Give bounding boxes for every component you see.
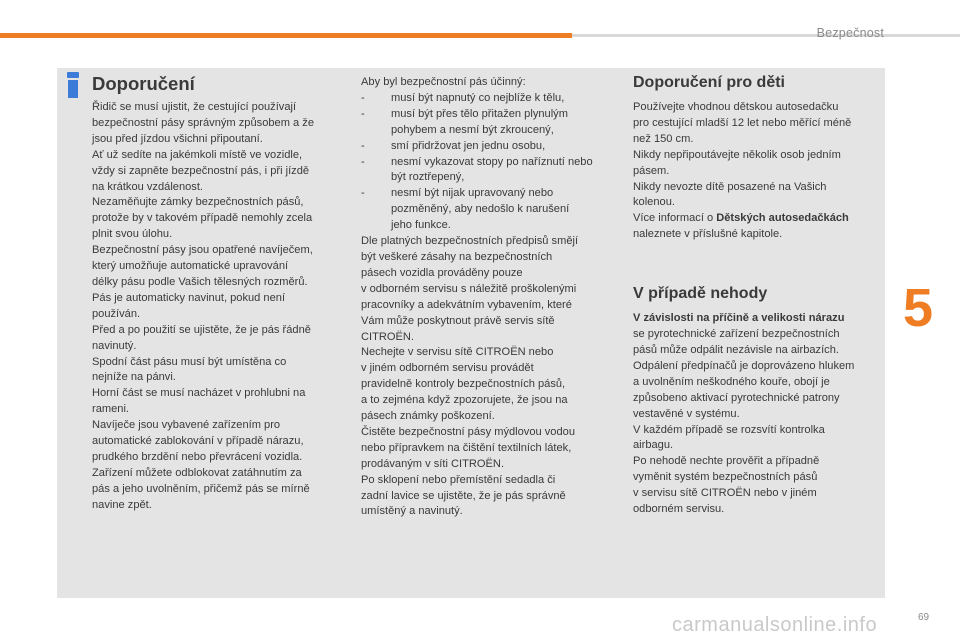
text-line: odborném servisu.	[633, 503, 725, 516]
text-line: nesmí být nijak upravovaný nebo	[391, 187, 554, 200]
text-line: Řidič se musí ujistit, že cestující používají	[92, 101, 297, 113]
list-dash: -	[361, 155, 365, 168]
text-line: používán.	[92, 307, 141, 320]
text-line: protože by v takovém případě nemohly zcela	[92, 212, 313, 225]
list-item-text	[391, 107, 623, 139]
text-line: pásech známky poškození.	[361, 410, 495, 423]
accident-title: V případě nehody	[633, 285, 768, 303]
text-line: Pás je automaticky navinut, pokud není	[92, 291, 286, 304]
text-line: Před a po použití se ujistěte, že je pás řádně	[92, 323, 311, 336]
text-line: Nikdy nepřipoutávejte několik osob jedním	[633, 148, 841, 161]
text-line: prudkého brzdění nebo převrácení vozidla.	[92, 450, 303, 463]
text-line: nesmí vykazovat stopy po naříznutí nebo	[391, 155, 593, 168]
info-icon	[66, 72, 80, 98]
list-item	[361, 91, 623, 107]
text-line: prodávaným v síti CITROËN.	[361, 457, 505, 470]
list-dash: -	[361, 91, 365, 104]
text-line: V každém případě se rozsvítí kontrolka	[633, 423, 825, 436]
text-line: airbagu.	[633, 439, 674, 452]
text-line: vždy si zapněte bezpečnostní pás, i při jízdě	[92, 164, 310, 177]
recommendations-title: Doporučení	[92, 73, 195, 94]
list-item	[361, 186, 623, 234]
children-text	[633, 100, 881, 211]
children-title: Doporučení pro děti	[633, 74, 785, 91]
effectiveness-list	[361, 91, 623, 234]
text-line: navine zpět.	[92, 498, 152, 511]
text-line: Spodní část pásu musí být umístěna co	[92, 355, 287, 368]
text-line: rameni.	[92, 403, 129, 416]
text-line: Po nehodě nechte prověřit a případně	[633, 455, 820, 468]
text-line: v odborném servisu s náležitě proškolenými	[361, 282, 577, 295]
text-line: navinutý.	[92, 339, 137, 352]
watermark: carmanualsonline.info	[672, 614, 878, 636]
header-divider	[572, 34, 960, 37]
more-info-prefix: Více informací o	[633, 212, 717, 225]
text-line: zadní lavice se ujistěte, že je pás správně	[361, 489, 566, 502]
text-line: vyměnit systém bezpečnostních pásů	[633, 471, 818, 484]
text-line: na krátkou vzdálenost.	[92, 180, 204, 193]
text-line: způsobeno aktivací pyrotechnické patrony	[633, 391, 840, 404]
text-line: a to zejména když zpozorujete, že jsou na	[361, 394, 568, 407]
text-line: nejníže na pánvi.	[92, 371, 176, 384]
list-dash: -	[361, 139, 365, 152]
page-number: 69	[918, 612, 930, 623]
text-line: kolenou.	[633, 196, 675, 209]
children-accident-column	[633, 74, 881, 518]
seatbelt-effectiveness-column	[361, 75, 623, 520]
text-line: Horní část se musí nacházet v prohlubni na	[92, 387, 306, 400]
text-line: jeho funkce.	[391, 219, 451, 232]
text-line: pracovníky a adekvátním vybavením, které	[361, 298, 572, 311]
recommendations-column	[92, 74, 350, 514]
text-line: Zařízení můžete odblokovat zatáhnutím za	[92, 466, 302, 479]
text-line: Používejte vhodnou dětskou autosedačku	[633, 101, 839, 113]
list-item	[361, 107, 623, 139]
text-line: Ať už sedíte na jakémkoli místě ve vozidle,	[92, 148, 303, 161]
text-line: Navíječe jsou vybavené zařízením pro	[92, 419, 281, 432]
list-item-text	[391, 139, 623, 155]
list-dash: -	[361, 107, 365, 120]
more-info-line	[633, 211, 881, 227]
text-line: musí být přes tělo přitažen plynulým	[391, 107, 568, 120]
chapter-number: 5	[903, 278, 934, 338]
text-line: pásech vozidla prováděny pouze	[361, 266, 523, 279]
text-line: než 150 cm.	[633, 132, 694, 145]
text-line: umístěný a navinutý.	[361, 505, 463, 518]
text-line: pro cestující mladší 12 let nebo měřící méně	[633, 116, 852, 129]
text-line: pravidelně kontroly bezpečnostních pásů,	[361, 378, 566, 391]
child-seats-link-text: Dětských autosedačkách	[716, 212, 849, 225]
text-line: pásů může odpálit nezávisle na airbazích.	[633, 343, 839, 356]
text-line: být roztřepený,	[391, 171, 465, 184]
list-item-text	[391, 186, 623, 234]
text-line: automatické zablokování v případě nárazu,	[92, 435, 304, 448]
text-line: bezpečnostní pásy správným způsobem a že	[92, 116, 314, 129]
effectiveness-intro: Aby byl bezpečnostní pás účinný:	[361, 76, 526, 88]
text-line: Čistěte bezpečnostní pásy mýdlovou vodou	[361, 425, 575, 438]
text-line: vestavěné v systému.	[633, 407, 740, 420]
text-line: nebo přípravkem na čištění textilních látek,	[361, 441, 572, 454]
text-line: pás a jeho uvolněním, přičemž pás se mírně	[92, 482, 310, 495]
text-line: délky pásu podle Vašich tělesných rozměrů.	[92, 275, 308, 288]
text-line: pásem.	[633, 164, 670, 177]
accident-text	[633, 327, 881, 518]
list-item	[361, 155, 623, 187]
list-item-text	[391, 155, 623, 187]
info-icon-dot	[67, 72, 79, 78]
text-line: smí přidržovat jen jednu osobu,	[391, 139, 546, 152]
text-line: jsou před jízdou všichni připoutaní.	[92, 132, 263, 145]
more-info-suffix: naleznete v příslušné kapitole.	[633, 228, 783, 241]
text-line: v jiném odborném servisu provádět	[361, 362, 534, 375]
info-icon-stem	[68, 80, 78, 98]
header-accent-bar	[0, 33, 572, 38]
text-line: být veškeré zásahy na bezpečnostních	[361, 250, 553, 263]
text-line: Nikdy nevozte dítě posazené na Vašich	[633, 180, 827, 193]
text-line: Odpálení předpínačů je doprovázeno hlukem	[633, 359, 855, 372]
list-item	[361, 139, 623, 155]
text-line: Nechejte v servisu sítě CITROËN nebo	[361, 346, 554, 359]
text-line: v servisu sítě CITROËN nebo v jiném	[633, 487, 817, 500]
text-line: plnit svou úlohu.	[92, 228, 173, 241]
text-line: a uvolněním neškodného kouře, obojí je	[633, 375, 830, 388]
text-line: Nezaměňujte zámky bezpečnostních pásů,	[92, 196, 304, 209]
service-text	[361, 234, 623, 520]
text-line: pohybem a nesmí být zkroucený,	[391, 123, 554, 136]
accident-bold-line: V závislosti na příčině a velikosti nárazu	[633, 312, 845, 325]
text-line: Dle platných bezpečnostních předpisů smějí	[361, 235, 579, 248]
text-line: Vám může poskytnout právě servis sítě	[361, 314, 555, 327]
text-line: Po sklopení nebo přemístění sedadla či	[361, 473, 556, 486]
section-title: Bezpečnost	[816, 26, 884, 40]
list-dash: -	[361, 187, 365, 200]
text-line: Bezpečnostní pásy jsou opatřené navíječem,	[92, 244, 313, 257]
recommendations-text	[92, 100, 350, 514]
text-line: který umožňuje automatické upravování	[92, 260, 289, 273]
text-line: CITROËN.	[361, 330, 415, 343]
text-line: musí být napnutý co nejblíže k tělu,	[391, 91, 565, 104]
text-line: pozměněný, aby nedošlo k narušení	[391, 203, 570, 216]
list-item-text	[391, 91, 623, 107]
text-line: se pyrotechnické zařízení bezpečnostních	[633, 328, 840, 341]
